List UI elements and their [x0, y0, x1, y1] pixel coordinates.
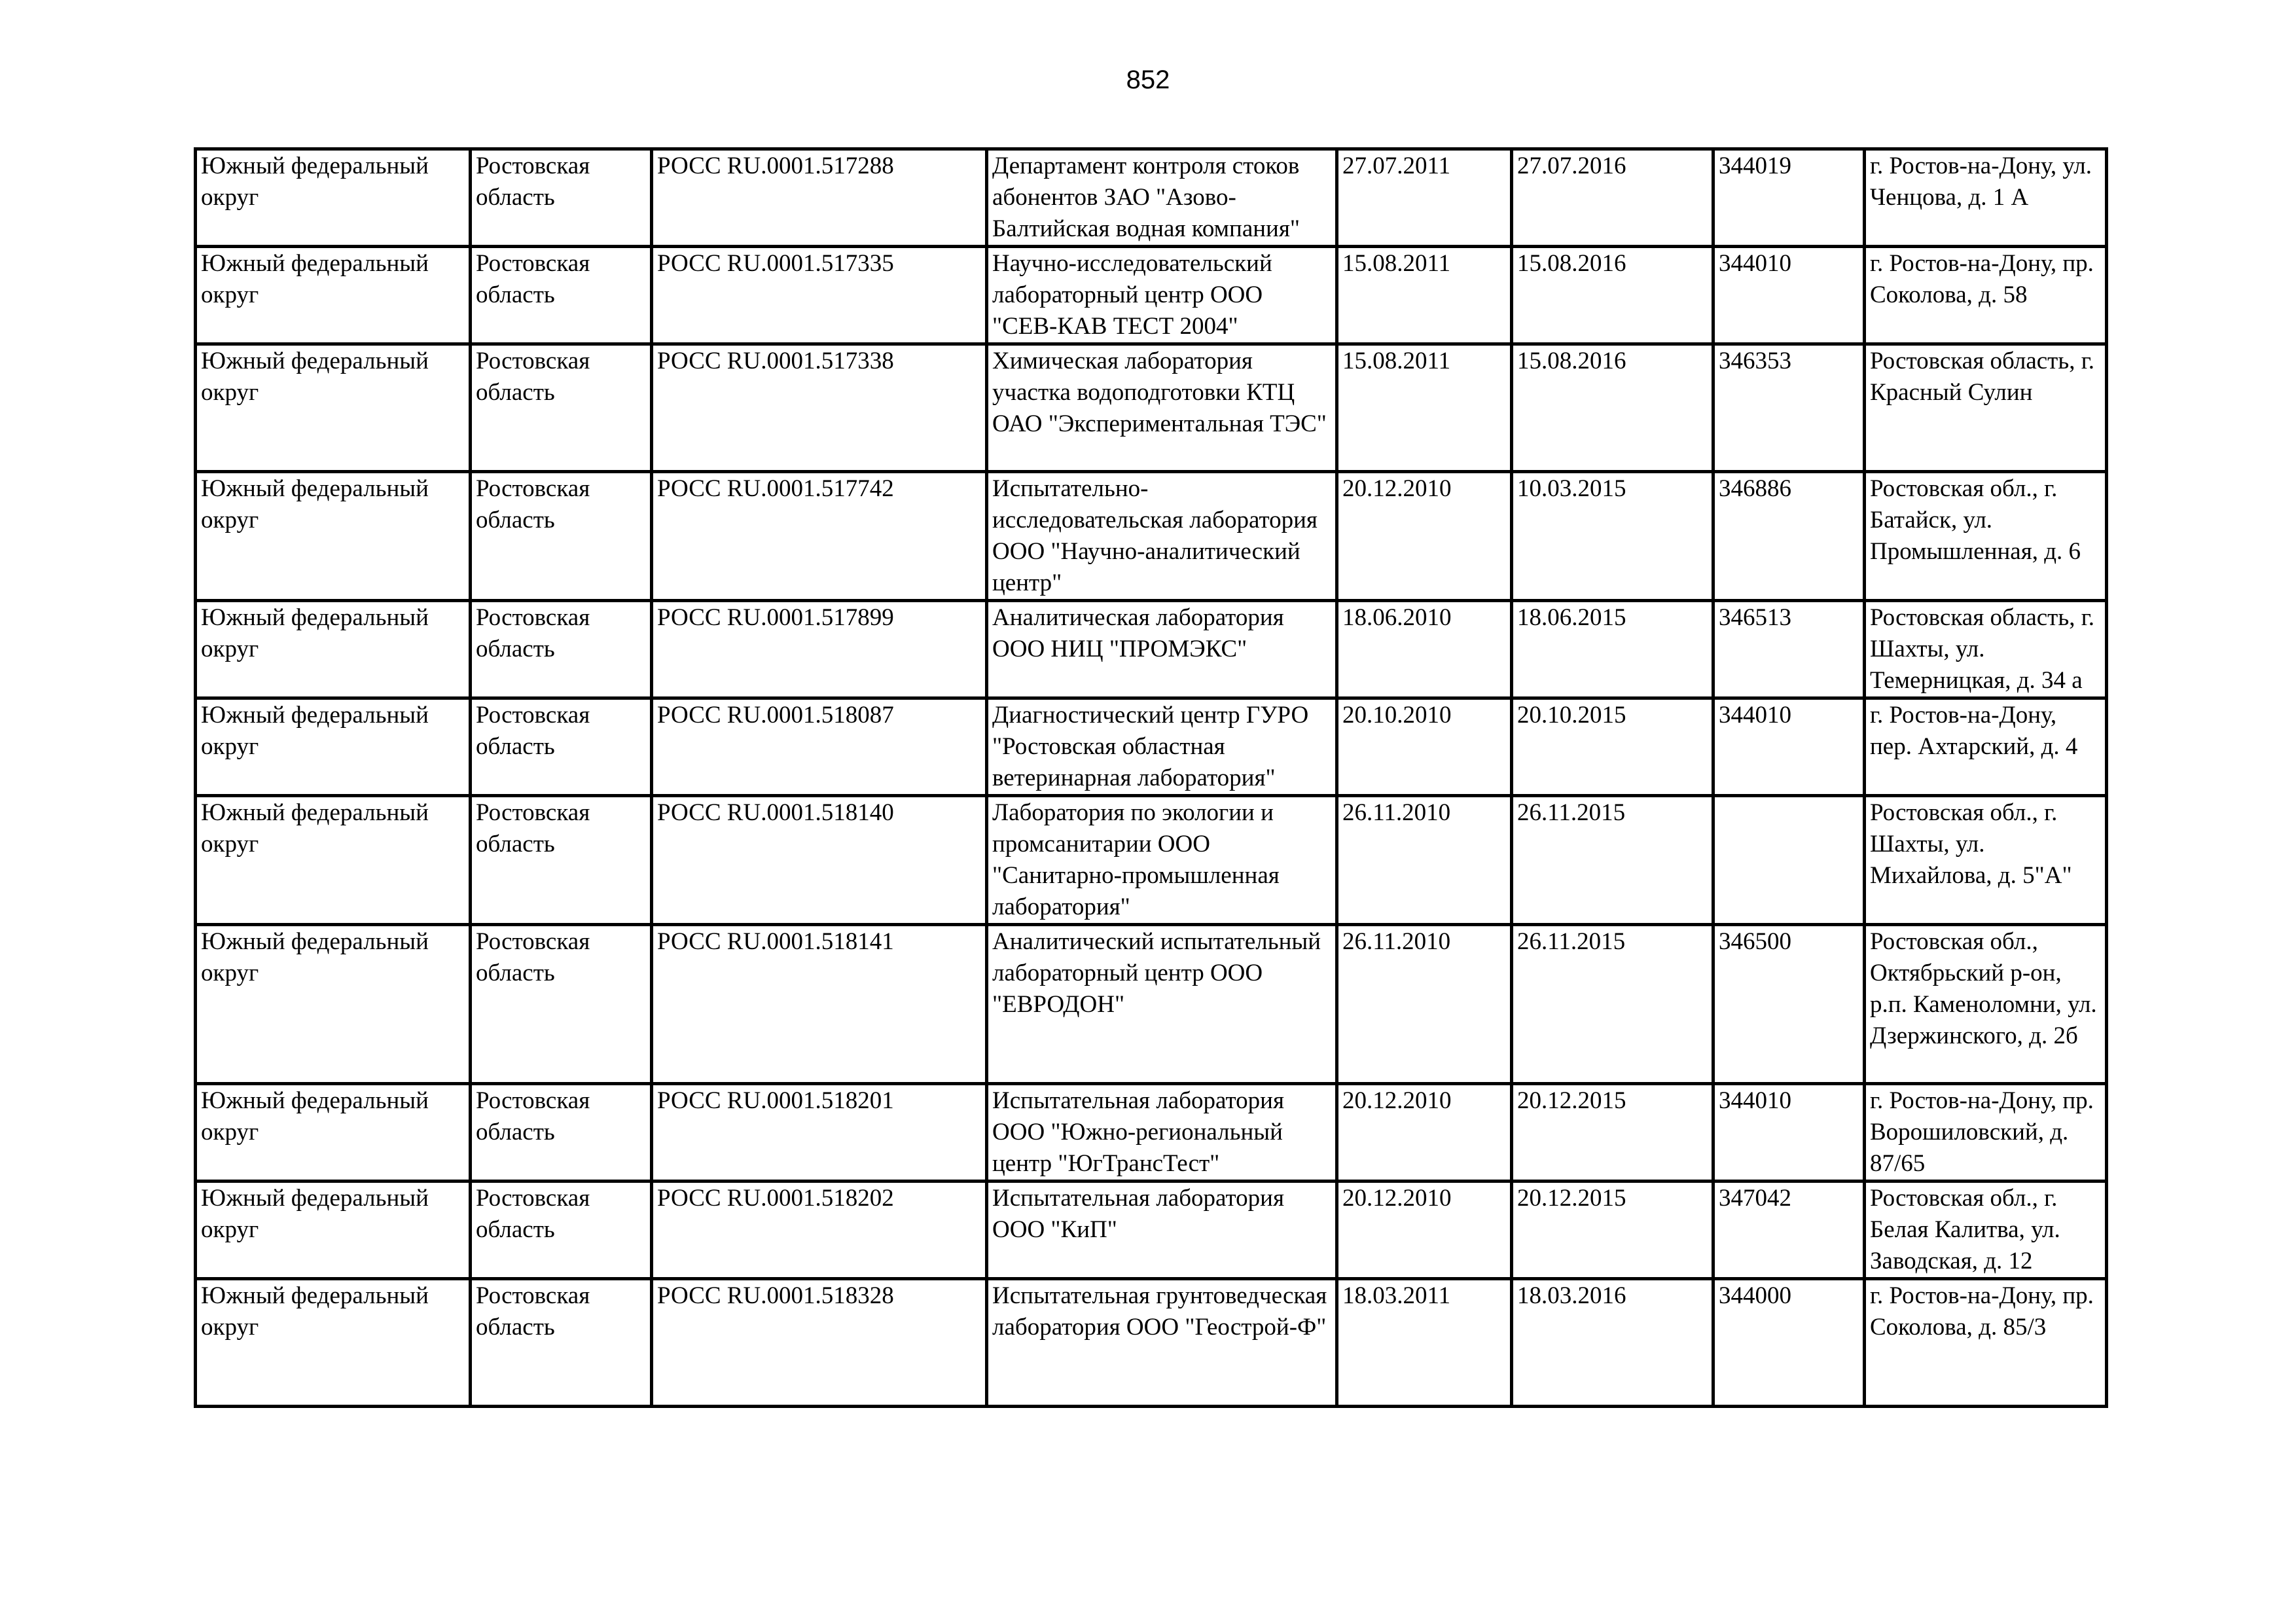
issue-date-cell: 20.12.2010	[1337, 472, 1512, 601]
district-cell: Южный федеральный округ	[196, 1279, 471, 1407]
table-row	[196, 472, 2107, 601]
organization-cell: Лаборатория по экологии и промсанитарии ООО "Санитарно-промышленная лаборатория"	[987, 796, 1337, 925]
address-cell: г. Ростов-на-Дону, ул. Ченцова, д. 1 А	[1865, 149, 2107, 247]
table-row	[196, 1182, 2107, 1279]
issue-date-cell: 18.06.2010	[1337, 601, 1512, 698]
region-cell: Ростовская область	[471, 698, 652, 796]
expiry-date-cell: 26.11.2015	[1512, 796, 1713, 925]
district-cell: Южный федеральный округ	[196, 796, 471, 925]
table-row	[196, 1084, 2107, 1182]
postcode-cell: 344010	[1713, 247, 1865, 344]
issue-date-cell: 18.03.2011	[1337, 1279, 1512, 1407]
district-cell: Южный федеральный округ	[196, 601, 471, 698]
district-cell: Южный федеральный округ	[196, 1084, 471, 1182]
address-cell: Ростовская область, г. Красный Сулин	[1865, 344, 2107, 472]
issue-date-cell: 15.08.2011	[1337, 344, 1512, 472]
table-row	[196, 698, 2107, 796]
address-cell: г. Ростов-на-Дону, пр. Соколова, д. 85/3	[1865, 1279, 2107, 1407]
certificate-cell: РОСС RU.0001.518201	[652, 1084, 987, 1182]
table-row	[196, 925, 2107, 1084]
region-cell: Ростовская область	[471, 149, 652, 247]
organization-cell: Испытательно-исследовательская лаборатория ООО "Научно-аналитический центр"	[987, 472, 1337, 601]
address-cell: Ростовская обл., г. Шахты, ул. Михайлова, д. 5"А"	[1865, 796, 2107, 925]
address-cell: Ростовская обл., г. Белая Калитва, ул. Заводская, д. 12	[1865, 1182, 2107, 1279]
issue-date-cell: 20.10.2010	[1337, 698, 1512, 796]
postcode-cell: 344000	[1713, 1279, 1865, 1407]
district-cell: Южный федеральный округ	[196, 1182, 471, 1279]
laboratory-registry-table	[194, 147, 2108, 1408]
organization-cell: Научно-исследовательский лабораторный центр ООО "СЕВ-КАВ ТЕСТ 2004"	[987, 247, 1337, 344]
organization-cell: Испытательная лаборатория ООО "КиП"	[987, 1182, 1337, 1279]
expiry-date-cell: 26.11.2015	[1512, 925, 1713, 1084]
table-row	[196, 344, 2107, 472]
organization-cell: Химическая лаборатория участка водоподготовки КТЦ ОАО "Экспериментальная ТЭС"	[987, 344, 1337, 472]
organization-cell: Испытательная лаборатория ООО "Южно-региональный центр "ЮгТрансТест"	[987, 1084, 1337, 1182]
region-cell: Ростовская область	[471, 601, 652, 698]
expiry-date-cell: 15.08.2016	[1512, 344, 1713, 472]
region-cell: Ростовская область	[471, 796, 652, 925]
certificate-cell: РОСС RU.0001.517742	[652, 472, 987, 601]
postcode-cell: 346886	[1713, 472, 1865, 601]
table-row	[196, 247, 2107, 344]
issue-date-cell: 20.12.2010	[1337, 1084, 1512, 1182]
certificate-cell: РОСС RU.0001.518328	[652, 1279, 987, 1407]
region-cell: Ростовская область	[471, 925, 652, 1084]
expiry-date-cell: 20.12.2015	[1512, 1084, 1713, 1182]
issue-date-cell: 27.07.2011	[1337, 149, 1512, 247]
region-cell: Ростовская область	[471, 1182, 652, 1279]
expiry-date-cell: 20.12.2015	[1512, 1182, 1713, 1279]
expiry-date-cell: 18.03.2016	[1512, 1279, 1713, 1407]
region-cell: Ростовская область	[471, 1279, 652, 1407]
postcode-cell: 344010	[1713, 698, 1865, 796]
organization-cell: Диагностический центр ГУРО "Ростовская областная ветеринарная лаборатория"	[987, 698, 1337, 796]
organization-cell: Аналитическая лаборатория ООО НИЦ "ПРОМЭКС"	[987, 601, 1337, 698]
postcode-cell	[1713, 796, 1865, 925]
postcode-cell: 346353	[1713, 344, 1865, 472]
table-row	[196, 149, 2107, 247]
table-row	[196, 796, 2107, 925]
organization-cell: Аналитический испытательный лабораторный центр ООО "ЕВРОДОН"	[987, 925, 1337, 1084]
organization-cell: Департамент контроля стоков абонентов ЗАО "Азово-Балтийская водная компания"	[987, 149, 1337, 247]
issue-date-cell: 15.08.2011	[1337, 247, 1512, 344]
postcode-cell: 344010	[1713, 1084, 1865, 1182]
expiry-date-cell: 18.06.2015	[1512, 601, 1713, 698]
region-cell: Ростовская область	[471, 1084, 652, 1182]
address-cell: г. Ростов-на-Дону, пр. Ворошиловский, д. 87/65	[1865, 1084, 2107, 1182]
certificate-cell: РОСС RU.0001.517335	[652, 247, 987, 344]
postcode-cell: 344019	[1713, 149, 1865, 247]
organization-cell: Испытательная грунтоведческая лаборатория ООО "Геострой-Ф"	[987, 1279, 1337, 1407]
district-cell: Южный федеральный округ	[196, 472, 471, 601]
issue-date-cell: 26.11.2010	[1337, 925, 1512, 1084]
region-cell: Ростовская область	[471, 344, 652, 472]
address-cell: г. Ростов-на-Дону, пер. Ахтарский, д. 4	[1865, 698, 2107, 796]
postcode-cell: 346513	[1713, 601, 1865, 698]
expiry-date-cell: 27.07.2016	[1512, 149, 1713, 247]
certificate-cell: РОСС RU.0001.517338	[652, 344, 987, 472]
certificate-cell: РОСС RU.0001.518087	[652, 698, 987, 796]
district-cell: Южный федеральный округ	[196, 247, 471, 344]
certificate-cell: РОСС RU.0001.518141	[652, 925, 987, 1084]
region-cell: Ростовская область	[471, 247, 652, 344]
address-cell: Ростовская обл., Октябрьский р-он, р.п. Каменоломни, ул. Дзержинского, д. 2б	[1865, 925, 2107, 1084]
expiry-date-cell: 20.10.2015	[1512, 698, 1713, 796]
address-cell: Ростовская обл., г. Батайск, ул. Промышленная, д. 6	[1865, 472, 2107, 601]
certificate-cell: РОСС RU.0001.518140	[652, 796, 987, 925]
address-cell: г. Ростов-на-Дону, пр. Соколова, д. 58	[1865, 247, 2107, 344]
issue-date-cell: 20.12.2010	[1337, 1182, 1512, 1279]
certificate-cell: РОСС RU.0001.517288	[652, 149, 987, 247]
issue-date-cell: 26.11.2010	[1337, 796, 1512, 925]
table-row	[196, 1279, 2107, 1407]
district-cell: Южный федеральный округ	[196, 698, 471, 796]
district-cell: Южный федеральный округ	[196, 149, 471, 247]
district-cell: Южный федеральный округ	[196, 925, 471, 1084]
postcode-cell: 346500	[1713, 925, 1865, 1084]
certificate-cell: РОСС RU.0001.517899	[652, 601, 987, 698]
certificate-cell: РОСС RU.0001.518202	[652, 1182, 987, 1279]
postcode-cell: 347042	[1713, 1182, 1865, 1279]
expiry-date-cell: 10.03.2015	[1512, 472, 1713, 601]
district-cell: Южный федеральный округ	[196, 344, 471, 472]
table-row	[196, 601, 2107, 698]
page-number: 852	[1126, 65, 1170, 94]
region-cell: Ростовская область	[471, 472, 652, 601]
address-cell: Ростовская область, г. Шахты, ул. Темерницкая, д. 34 а	[1865, 601, 2107, 698]
expiry-date-cell: 15.08.2016	[1512, 247, 1713, 344]
